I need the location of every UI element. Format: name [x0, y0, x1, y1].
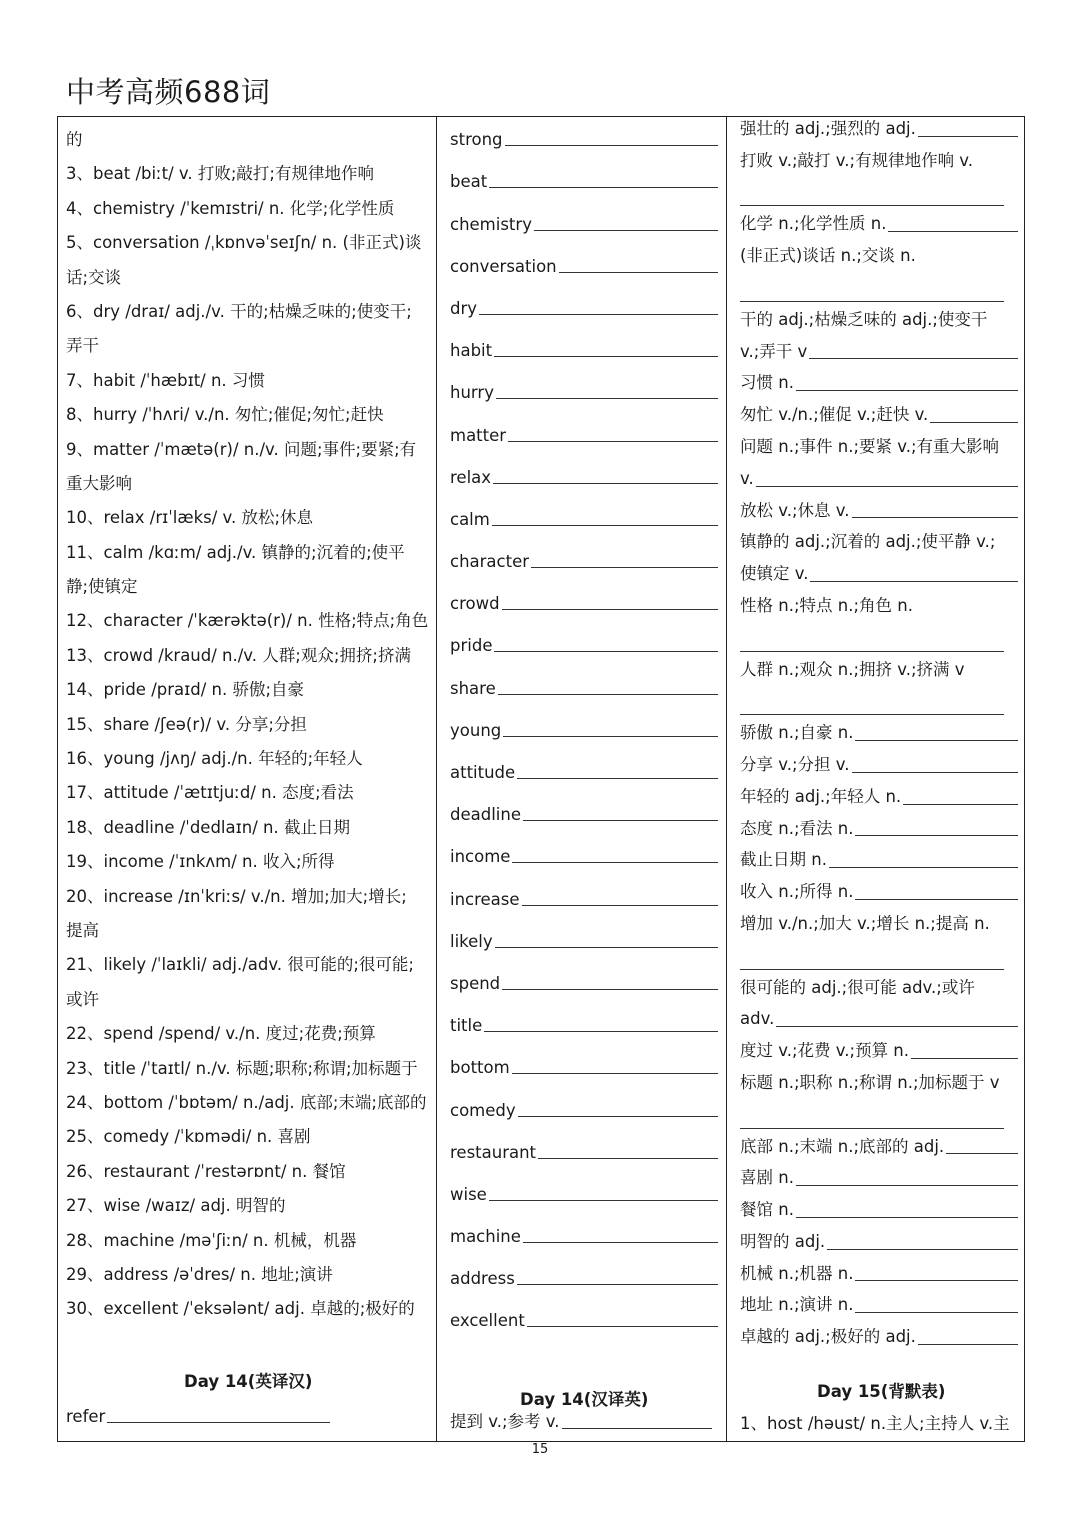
fill-row: [450, 282, 718, 324]
vocab-line: 8、hurry /ˈhʌri/ v./n. 匆忙;催促;匆忙;赶快: [66, 405, 384, 425]
meaning-row: [740, 113, 1018, 145]
meaning-row: [740, 1258, 1018, 1290]
english-to-chinese-column: [450, 113, 718, 1336]
meaning-label: 提到 v.;参考 v.: [450, 1412, 560, 1431]
answer-blank[interactable]: [496, 397, 718, 399]
meaning-row: [740, 495, 1018, 527]
meaning-label: 很可能的 adj.;很可能 adv.;或许: [740, 977, 975, 997]
meaning-label: 标题 n.;职称 n.;称谓 n.;加标题于 v: [740, 1072, 1000, 1092]
vocab-line: 24、bottom /ˈbɒtəm/ n./adj. 底部;末端;底部的: [66, 1092, 427, 1112]
vocab-line: 27、wise /waɪz/ adj. 明智的: [66, 1196, 286, 1216]
answer-blank[interactable]: [796, 389, 1018, 391]
meaning-row: [740, 1035, 1018, 1067]
fill-row: [450, 324, 718, 366]
answer-blank[interactable]: [852, 516, 1018, 518]
meaning-row: [740, 304, 1018, 336]
meaning-row: [740, 399, 1018, 431]
meaning-label: 截止日期 n.: [740, 850, 827, 870]
answer-blank[interactable]: [512, 1072, 718, 1074]
answer-blank[interactable]: [918, 135, 1018, 137]
word-label: deadline: [450, 805, 521, 825]
answer-blank[interactable]: [918, 1343, 1018, 1345]
word-label: attitude: [450, 763, 516, 782]
answer-blank[interactable]: [479, 313, 718, 315]
vocab-line: 23、title /ˈtaɪtl/ n./v. 标题;职称;称谓;加标题于: [66, 1058, 418, 1078]
answer-blank[interactable]: [946, 1152, 1018, 1154]
day-heading: Day 14(汉译英): [520, 1390, 649, 1409]
meaning-row: [740, 813, 1018, 845]
vocab-line: 19、income /ˈɪnkʌm/ n. 收入;所得: [66, 852, 335, 872]
meaning-row: [740, 781, 1018, 813]
fill-row: [450, 240, 718, 282]
answer-blank[interactable]: [527, 1325, 718, 1327]
meaning-row: [740, 972, 1018, 1004]
answer-blank[interactable]: [827, 1248, 1018, 1250]
meaning-label: adv.: [740, 1009, 775, 1029]
word-label: chemistry: [450, 214, 532, 234]
word-label: wise: [450, 1184, 487, 1204]
meaning-row: [740, 208, 1018, 240]
meaning-label: 收入 n.;所得 n.: [740, 882, 854, 902]
fill-row: [450, 1210, 718, 1252]
column-divider: [726, 116, 727, 1442]
word-label: dry: [450, 298, 478, 318]
fill-row: [450, 366, 718, 408]
vocab-line: 12、character /ˈkærəktə(r)/ n. 性格;特点;角色: [66, 611, 428, 631]
word-label: conversation: [450, 256, 557, 276]
vocab-line: 10、relax /rɪˈlæks/ v. 放松;休息: [66, 508, 314, 528]
fill-row: [450, 577, 718, 619]
meaning-label: 习惯 n.: [740, 373, 794, 393]
meaning-row: [740, 336, 1018, 368]
answer-blank[interactable]: [502, 608, 718, 610]
vocab-line: [740, 1410, 1020, 1434]
word-label: likely: [450, 931, 493, 951]
fill-row: [450, 746, 718, 788]
vocab-line: 重大影响: [66, 473, 132, 493]
meaning-label: 增加 v./n.;加大 v.;增长 n.;提高 n.: [740, 913, 990, 933]
answer-blank[interactable]: [494, 650, 718, 652]
meaning-label: 打败 v.;敲打 v.;有规律地作响 v.: [740, 150, 974, 170]
vocab-line: 提高: [66, 920, 99, 940]
meaning-row: [740, 1194, 1018, 1226]
fill-row: [450, 535, 718, 577]
vocab-line: 7、habit /ˈhæbɪt/ n. 习惯: [66, 370, 265, 390]
answer-blank[interactable]: [855, 834, 1018, 836]
vocab-line: 26、restaurant /ˈrestərɒnt/ n. 餐馆: [66, 1161, 346, 1181]
meaning-row: [740, 1289, 1018, 1321]
word-label: habit: [450, 341, 493, 361]
word-label: strong: [450, 130, 503, 150]
answer-blank[interactable]: [796, 1216, 1018, 1218]
meaning-row: [740, 431, 1018, 463]
answer-blank[interactable]: [493, 482, 718, 484]
word-label: refer: [66, 1407, 106, 1426]
meaning-label: 使镇定 v.: [740, 564, 809, 584]
vocab-line: 9、matter /ˈmætə(r)/ n./v. 问题;事件;要紧;有: [66, 439, 417, 459]
meaning-label: v.: [740, 468, 754, 488]
vocab-line: 20、increase /ɪnˈkriːs/ v./n. 增加;加大;增长;: [66, 886, 407, 906]
meaning-label: 机械 n.;机器 n.: [740, 1263, 854, 1283]
answer-blank[interactable]: [492, 524, 718, 526]
vocab-line: 29、address /əˈdres/ n. 地址;演讲: [66, 1264, 333, 1284]
fill-row: [450, 493, 718, 535]
meaning-label: 骄傲 n.;自豪 n.: [740, 723, 854, 743]
meaning-label: 明智的 adj.: [740, 1231, 826, 1251]
meaning-label: 问题 n.;事件 n.;要紧 v.;有重大影响: [740, 436, 1000, 456]
answer-line[interactable]: [740, 177, 1018, 209]
word-label: matter: [450, 425, 507, 445]
answer-blank[interactable]: [512, 861, 718, 863]
vocab-line: 的: [66, 130, 83, 149]
vocab-line: 14、pride /praɪd/ n. 骄傲;自豪: [66, 680, 305, 700]
answer-line[interactable]: [740, 685, 1018, 717]
word-label: calm: [450, 509, 490, 529]
vocab-line: 5、conversation /ˌkɒnvəˈseɪʃn/ n. (非正式)谈: [66, 233, 422, 253]
vocab-line: 15、share /ʃeə(r)/ v. 分享;分担: [66, 714, 307, 734]
word-label: character: [450, 552, 530, 572]
word-label: relax: [450, 467, 492, 487]
fill-row: [450, 408, 718, 450]
meaning-label: 分享 v.;分担 v.: [740, 754, 850, 774]
answer-blank[interactable]: [559, 271, 718, 273]
answer-blank[interactable]: [502, 988, 718, 990]
answer-blank[interactable]: [855, 1311, 1018, 1313]
meaning-row: [740, 876, 1018, 908]
answer-blank[interactable]: [518, 1115, 718, 1117]
word-label: title: [450, 1016, 483, 1036]
answer-blank[interactable]: [503, 735, 718, 737]
meaning-label: 度过 v.;花费 v.;预算 n.: [740, 1041, 910, 1061]
meaning-row: [740, 1162, 1018, 1194]
word-label: machine: [450, 1227, 521, 1247]
answer-line[interactable]: [740, 940, 1018, 972]
meaning-label: 强壮的 adj.;强烈的 adj.: [740, 119, 916, 138]
meaning-row: [740, 1321, 1018, 1353]
vocab-line: 11、calm /kɑːm/ adj./v. 镇静的;沉着的;使平: [66, 542, 405, 562]
fill-row: [450, 1083, 718, 1125]
column-divider: [436, 116, 437, 1442]
vocab-line: 21、likely /ˈlaɪkli/ adj./adv. 很可能的;很可能;: [66, 955, 414, 975]
answer-blank[interactable]: [855, 1279, 1018, 1281]
fill-row: [450, 915, 718, 957]
vocab-line: 18、deadline /ˈdedlaɪn/ n. 截止日期: [66, 817, 350, 837]
chinese-to-english-column: [740, 113, 1018, 1353]
fill-row: [450, 999, 718, 1041]
meaning-row: [740, 145, 1018, 177]
page-title: 中考高频688词: [66, 75, 271, 109]
vocab-line: 弄干: [66, 336, 99, 356]
word-label: hurry: [450, 383, 494, 403]
meaning-row: [740, 1131, 1018, 1163]
fill-row: [450, 451, 718, 493]
page-number: 15: [531, 1442, 549, 1457]
vocab-line: 25、comedy /ˈkɒmədi/ n. 喜剧: [66, 1127, 311, 1147]
meaning-row: [740, 240, 1018, 272]
answer-blank[interactable]: [888, 230, 1018, 232]
meaning-label: 地址 n.;演讲 n.: [740, 1295, 854, 1315]
meaning-label: 镇静的 adj.;沉着的 adj.;使平静 v.;: [740, 532, 996, 552]
answer-blank[interactable]: [855, 739, 1018, 741]
fill-row: [450, 872, 718, 914]
answer-blank[interactable]: [495, 946, 718, 948]
answer-blank[interactable]: [523, 1241, 718, 1243]
meaning-row: [740, 558, 1018, 590]
meaning-row: [740, 749, 1018, 781]
word-label: bottom: [450, 1058, 510, 1078]
meaning-row: [740, 844, 1018, 876]
answer-blank[interactable]: [484, 1030, 718, 1032]
meaning-row: [740, 1226, 1018, 1258]
meaning-row: [740, 1067, 1018, 1099]
fill-row: [450, 155, 718, 197]
answer-blank[interactable]: [517, 1283, 718, 1285]
meaning-row: [740, 367, 1018, 399]
answer-blank[interactable]: [494, 355, 718, 357]
vocab-line: 16、young /jʌŋ/ adj./n. 年轻的;年轻人: [66, 749, 363, 769]
vocab-line: 静;使镇定: [66, 577, 138, 597]
vocab-line: 话;交谈: [66, 267, 122, 287]
answer-blank[interactable]: [523, 819, 718, 821]
day-heading: Day 14(英译汉): [184, 1372, 313, 1391]
answer-blank[interactable]: [776, 1025, 1018, 1027]
meaning-row: [740, 654, 1018, 686]
answer-line[interactable]: [740, 272, 1018, 304]
answer-blank[interactable]: [107, 1421, 330, 1423]
fill-row: [450, 1041, 718, 1083]
fill-row: [66, 1402, 330, 1426]
answer-blank[interactable]: [522, 904, 718, 906]
fill-row: [450, 957, 718, 999]
fill-row: [450, 1126, 718, 1168]
meaning-row: [740, 590, 1018, 622]
meaning-row: [740, 717, 1018, 749]
fill-row: [450, 830, 718, 872]
word-label: beat: [450, 172, 488, 192]
meaning-row: [740, 908, 1018, 940]
answer-blank[interactable]: [505, 144, 718, 146]
vocab-line: 13、crowd /kraud/ n./v. 人群;观众;拥挤;挤满: [66, 645, 411, 665]
fill-row: [450, 661, 718, 703]
answer-blank[interactable]: [796, 1184, 1018, 1186]
meaning-row: [740, 1003, 1018, 1035]
vocab-line: 22、spend /spend/ v./n. 度过;花费;预算: [66, 1024, 376, 1044]
fill-row: [450, 1408, 712, 1432]
meaning-label: 干的 adj.;枯燥乏味的 adj.;使变干: [740, 309, 988, 329]
meaning-label: 性格 n.;特点 n.;角色 n.: [740, 595, 913, 615]
answer-blank[interactable]: [531, 566, 718, 568]
vocab-line: 28、machine /məˈʃiːn/ n. 机械，机器: [66, 1230, 357, 1250]
answer-blank[interactable]: [562, 1427, 712, 1429]
word-label: young: [450, 720, 502, 740]
meaning-label: 喜剧 n.: [740, 1168, 794, 1188]
word-label: pride: [450, 636, 493, 656]
fill-row: [450, 788, 718, 830]
word-label: address: [450, 1269, 515, 1289]
word-label: comedy: [450, 1100, 516, 1120]
answer-blank[interactable]: [809, 357, 1018, 359]
answer-blank[interactable]: [829, 866, 1018, 868]
answer-line[interactable]: [740, 1099, 1018, 1131]
fill-row: [450, 197, 718, 239]
answer-blank[interactable]: [911, 1057, 1018, 1059]
word-label: excellent: [450, 1311, 525, 1331]
answer-blank[interactable]: [517, 777, 718, 779]
word-label: income: [450, 847, 511, 867]
fill-row: [450, 113, 718, 155]
vocab-entry: 1、host /həust/ n.主人;主持人 v.主: [740, 1414, 1010, 1433]
answer-blank[interactable]: [538, 1157, 718, 1159]
meaning-row: [740, 526, 1018, 558]
meaning-label: 底部 n.;末端 n.;底部的 adj.: [740, 1136, 945, 1156]
vocab-line: 6、dry /draɪ/ adj./v. 干的;枯燥乏味的;使变干;: [66, 301, 412, 321]
meaning-label: 餐馆 n.: [740, 1200, 794, 1220]
word-label: increase: [450, 889, 520, 909]
meaning-label: 态度 n.;看法 n.: [740, 818, 854, 838]
word-label: share: [450, 678, 496, 698]
meaning-row: [740, 463, 1018, 495]
day-heading: Day 15(背默表): [817, 1382, 946, 1401]
vocab-line: 17、attitude /ˈætɪtjuːd/ n. 态度;看法: [66, 783, 354, 803]
vocab-line: 30、excellent /ˈeksələnt/ adj. 卓越的;极好的: [66, 1299, 415, 1319]
answer-line[interactable]: [740, 622, 1018, 654]
vocab-line: 4、chemistry /ˈkemɪstri/ n. 化学;化学性质: [66, 198, 395, 218]
fill-row: [450, 619, 718, 661]
meaning-label: (非正式)谈话 n.;交谈 n.: [740, 246, 916, 266]
word-label: spend: [450, 973, 501, 993]
word-label: restaurant: [450, 1142, 537, 1162]
fill-row: [450, 1294, 718, 1336]
answer-blank[interactable]: [489, 1199, 718, 1201]
word-label: crowd: [450, 594, 500, 614]
meaning-label: 放松 v.;休息 v.: [740, 500, 850, 520]
answer-blank[interactable]: [756, 485, 1018, 487]
answer-blank[interactable]: [489, 186, 718, 188]
answer-blank[interactable]: [903, 803, 1018, 805]
answer-blank[interactable]: [810, 580, 1018, 582]
meaning-label: 人群 n.;观众 n.;拥挤 v.;挤满 v: [740, 659, 965, 679]
vocab-line: 或许: [66, 989, 99, 1009]
fill-row: [450, 1252, 718, 1294]
answer-blank[interactable]: [855, 898, 1018, 900]
meaning-label: 化学 n.;化学性质 n.: [740, 214, 887, 234]
meaning-label: v.;弄干 v: [740, 341, 808, 361]
meaning-label: 匆忙 v./n.;催促 v.;赶快 v.: [740, 405, 929, 425]
meaning-label: 卓越的 adj.;极好的 adj.: [740, 1327, 916, 1347]
vocab-list-column: [66, 123, 428, 1327]
answer-blank[interactable]: [498, 693, 718, 695]
meaning-label: 年轻的 adj.;年轻人 n.: [740, 786, 902, 806]
answer-blank[interactable]: [534, 229, 718, 231]
vocab-line: 3、beat /biːt/ v. 打败;敲打;有规律地作响: [66, 164, 374, 184]
fill-row: [450, 704, 718, 746]
fill-row: [450, 1168, 718, 1210]
answer-blank[interactable]: [508, 440, 718, 442]
answer-blank[interactable]: [930, 421, 1018, 423]
answer-blank[interactable]: [852, 771, 1018, 773]
